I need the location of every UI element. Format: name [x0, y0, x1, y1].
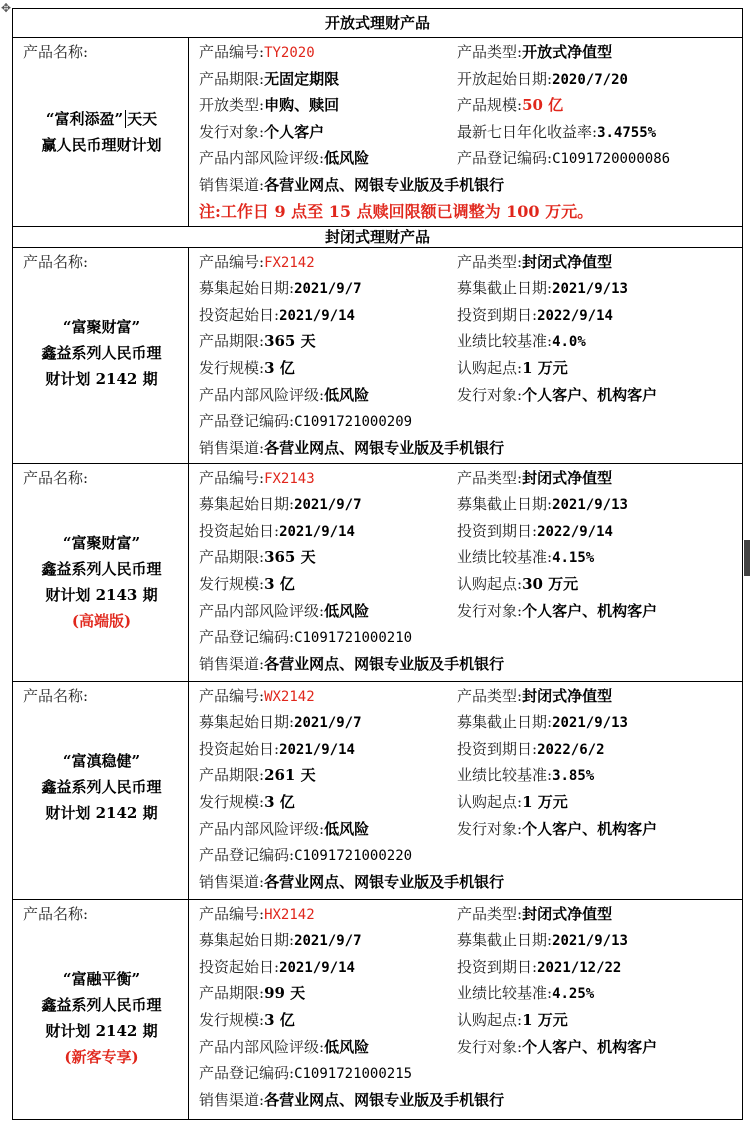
raise-start-date: 2021/9/7 [294, 281, 362, 298]
product-details-cell [189, 899, 743, 1119]
field-label: 开放起始日期: [457, 69, 553, 88]
field-label: 产品登记编码: [199, 1064, 295, 1083]
product-code: FX2143 [264, 470, 315, 487]
invest-start-date: 2021/9/14 [279, 741, 355, 758]
field-label: 产品编号: [199, 468, 265, 487]
registration-code: C1091721000220 [294, 848, 413, 865]
issue-target: 个人客户、机构客户 [522, 819, 658, 838]
performance-benchmark: 3.85% [552, 768, 595, 785]
field-label: 产品期限: [199, 984, 265, 1003]
product-name-cell [13, 247, 189, 463]
product-name [23, 314, 188, 392]
open-section-title: 开放式理财产品 [13, 9, 743, 38]
product-name-label: 产品名称: [23, 43, 89, 61]
raise-end-date: 2021/9/13 [552, 715, 628, 732]
invest-start-date: 2021/9/14 [279, 307, 355, 324]
sales-channel: 各营业网点、网银专业版及手机银行 [264, 438, 505, 457]
open-start-date: 2020/7/20 [552, 71, 628, 88]
product-code: HX2142 [264, 906, 315, 923]
product-name-line: “富融平衡” [62, 969, 141, 988]
invest-end-date: 2022/9/14 [537, 523, 613, 540]
field-label: 认购起点: [457, 574, 523, 593]
product-name-line: 鑫益系列人民币理 [41, 343, 162, 362]
product-name-label: 产品名称: [23, 468, 89, 487]
field-label: 投资起始日: [199, 305, 280, 324]
field-label: 产品内部风险评级: [199, 819, 325, 838]
raise-end-date: 2021/9/13 [552, 281, 628, 298]
closed-section-header [13, 226, 743, 247]
risk-rating: 低风险 [324, 149, 370, 168]
open-type: 申购、赎回 [264, 96, 340, 115]
redemption-note: 注:工作日 9 点至 15 点赎回限额已调整为 100 万元。 [199, 201, 594, 221]
field-label: 产品类型: [457, 904, 523, 923]
field-label: 募集截止日期: [457, 931, 553, 950]
product-term: 365 天 [264, 332, 316, 351]
field-label: 认购起点: [457, 792, 523, 811]
product-name [23, 530, 188, 634]
field-label: 产品登记编码: [199, 412, 295, 431]
product-name-line: 赢人民币理财计划 [41, 136, 162, 154]
field-label: 投资起始日: [199, 739, 280, 758]
product-name-part: 天天 [127, 110, 158, 128]
field-label: 发行规模: [199, 1010, 265, 1029]
risk-rating: 低风险 [324, 1037, 370, 1056]
product-name-cell [13, 899, 189, 1119]
closed-product-row [13, 681, 743, 899]
invest-start-date: 2021/9/14 [279, 523, 355, 540]
field-label: 募集截止日期: [457, 279, 553, 298]
raise-end-date: 2021/9/13 [552, 933, 628, 950]
field-label: 业绩比较基准: [457, 332, 553, 351]
table-move-handle-icon[interactable]: ✥ [1, 1, 12, 15]
closed-product-row [13, 899, 743, 1119]
registration-code: C1091721000215 [294, 1066, 413, 1083]
field-label: 募集起始日期: [199, 279, 295, 298]
field-label: 产品类型: [457, 468, 523, 487]
issue-scale: 3 亿 [264, 358, 295, 377]
issue-scale: 3 亿 [264, 792, 295, 811]
field-label: 发行规模: [199, 574, 265, 593]
field-label: 产品期限: [199, 548, 265, 567]
field-label: 认购起点: [457, 1010, 523, 1029]
product-term: 无固定期限 [264, 69, 340, 88]
performance-benchmark: 4.15% [552, 550, 595, 567]
product-name-line: 财计划 2143 期 [45, 585, 158, 604]
field-label: 业绩比较基准: [457, 984, 553, 1003]
sales-channel: 各营业网点、网银专业版及手机银行 [264, 1090, 505, 1109]
field-label: 销售渠道: [199, 438, 265, 457]
product-name-cell [13, 38, 189, 227]
field-label: 投资到期日: [457, 305, 538, 324]
product-name-label: 产品名称: [23, 686, 89, 705]
invest-end-date: 2022/9/14 [537, 307, 613, 324]
sales-channel: 各营业网点、网银专业版及手机银行 [264, 175, 505, 194]
issue-target: 个人客户 [264, 122, 325, 141]
product-name-line: “富滇稳健” [62, 751, 141, 770]
field-label: 产品编号: [199, 686, 265, 705]
invest-start-date: 2021/9/14 [279, 959, 355, 976]
issue-target: 个人客户、机构客户 [522, 1037, 658, 1056]
product-tag: (高端版) [71, 611, 132, 630]
product-type: 封闭式净值型 [522, 904, 613, 923]
field-label: 发行对象: [457, 601, 523, 620]
field-label: 发行规模: [199, 358, 265, 377]
registration-code: C1091720000086 [552, 151, 671, 168]
minimum-subscription: 1 万元 [522, 792, 568, 811]
product-tag: (新客专享) [64, 1047, 139, 1066]
product-name [23, 748, 188, 826]
product-scale: 50 亿 [522, 96, 564, 115]
product-name-line: “富聚财富” [62, 533, 141, 552]
field-label: 产品编号: [199, 904, 265, 923]
field-label: 业绩比较基准: [457, 548, 553, 567]
product-name-line: 财计划 2142 期 [45, 803, 158, 822]
wealth-products-table [12, 8, 743, 1120]
product-code: TY2020 [264, 45, 315, 61]
sales-channel: 各营业网点、网银专业版及手机银行 [264, 654, 505, 673]
issue-target: 个人客户、机构客户 [522, 601, 658, 620]
field-label: 产品内部风险评级: [199, 601, 325, 620]
field-label: 产品登记编码: [199, 628, 295, 647]
raise-start-date: 2021/9/7 [294, 497, 362, 514]
product-name-line: 财计划 2142 期 [45, 1021, 158, 1040]
raise-start-date: 2021/9/7 [294, 715, 362, 732]
product-details-cell [189, 247, 743, 463]
field-label: 产品编号: [199, 43, 265, 61]
field-label: 发行规模: [199, 792, 265, 811]
open-product-row [13, 38, 743, 227]
sales-channel: 各营业网点、网银专业版及手机银行 [264, 872, 505, 891]
field-label: 产品登记编码: [457, 149, 553, 168]
risk-rating: 低风险 [324, 385, 370, 404]
product-details-cell [189, 38, 743, 227]
raise-end-date: 2021/9/13 [552, 497, 628, 514]
registration-code: C1091721000209 [294, 414, 413, 431]
field-label: 发行对象: [457, 819, 523, 838]
product-details-cell [189, 681, 743, 899]
product-name-part: “富利添盈” [45, 110, 124, 128]
field-label: 产品类型: [457, 43, 523, 61]
performance-benchmark: 4.25% [552, 986, 595, 1003]
product-code: FX2142 [264, 254, 315, 271]
field-label: 发行对象: [199, 122, 265, 141]
field-label: 募集截止日期: [457, 713, 553, 732]
field-label: 最新七日年化收益率: [457, 122, 598, 141]
field-label: 产品类型: [457, 252, 523, 271]
field-label: 募集截止日期: [457, 495, 553, 514]
product-term: 365 天 [264, 548, 316, 567]
risk-rating: 低风险 [324, 819, 370, 838]
minimum-subscription: 30 万元 [522, 574, 579, 593]
seven-day-yield: 3.4755% [597, 124, 657, 141]
field-label: 产品编号: [199, 252, 265, 271]
registration-code: C1091721000210 [294, 630, 413, 647]
product-name-label: 产品名称: [23, 252, 89, 271]
minimum-subscription: 1 万元 [522, 358, 568, 377]
field-label: 发行对象: [457, 1037, 523, 1056]
field-label: 产品期限: [199, 766, 265, 785]
performance-benchmark: 4.0% [552, 334, 586, 351]
field-label: 投资到期日: [457, 521, 538, 540]
scroll-marker [744, 540, 750, 576]
field-label: 产品期限: [199, 332, 265, 351]
invest-end-date: 2022/6/2 [537, 741, 605, 758]
field-label: 产品内部风险评级: [199, 385, 325, 404]
product-type: 封闭式净值型 [522, 468, 613, 487]
product-term: 261 天 [264, 766, 316, 785]
field-label: 投资起始日: [199, 521, 280, 540]
field-label: 募集起始日期: [199, 931, 295, 950]
product-details-cell [189, 463, 743, 681]
product-type: 封闭式净值型 [522, 686, 613, 705]
issue-scale: 3 亿 [264, 1010, 295, 1029]
field-label: 发行对象: [457, 385, 523, 404]
closed-section-title: 封闭式理财产品 [13, 226, 743, 247]
product-name [23, 106, 188, 158]
field-label: 销售渠道: [199, 654, 265, 673]
field-label: 产品内部风险评级: [199, 1037, 325, 1056]
issue-target: 个人客户、机构客户 [522, 385, 658, 404]
field-label: 业绩比较基准: [457, 766, 553, 785]
product-name-line: 财计划 2142 期 [45, 369, 158, 388]
field-label: 产品内部风险评级: [199, 149, 325, 168]
product-name-line: 鑫益系列人民币理 [41, 559, 162, 578]
product-name-label: 产品名称: [23, 904, 89, 923]
issue-scale: 3 亿 [264, 574, 295, 593]
product-name [23, 966, 188, 1070]
field-label: 募集起始日期: [199, 713, 295, 732]
field-label: 销售渠道: [199, 175, 265, 194]
open-section-header [13, 9, 743, 38]
field-label: 募集起始日期: [199, 495, 295, 514]
product-type: 封闭式净值型 [522, 252, 613, 271]
product-name-cell [13, 463, 189, 681]
field-label: 销售渠道: [199, 872, 265, 891]
field-label: 投资到期日: [457, 739, 538, 758]
product-code: WX2142 [264, 688, 315, 705]
raise-start-date: 2021/9/7 [294, 933, 362, 950]
invest-end-date: 2021/12/22 [537, 959, 622, 976]
risk-rating: 低风险 [324, 601, 370, 620]
field-label: 产品登记编码: [199, 846, 295, 865]
field-label: 产品类型: [457, 686, 523, 705]
product-type: 开放式净值型 [522, 43, 613, 61]
product-name-line: 鑫益系列人民币理 [41, 777, 162, 796]
minimum-subscription: 1 万元 [522, 1010, 568, 1029]
field-label: 产品期限: [199, 69, 265, 88]
field-label: 销售渠道: [199, 1090, 265, 1109]
product-name-cell [13, 681, 189, 899]
product-name-line: “富聚财富” [62, 317, 141, 336]
field-label: 开放类型: [199, 96, 265, 115]
product-term: 99 天 [264, 984, 306, 1003]
field-label: 产品规模: [457, 96, 523, 115]
closed-product-row [13, 247, 743, 463]
field-label: 认购起点: [457, 358, 523, 377]
product-name-line: 鑫益系列人民币理 [41, 995, 162, 1014]
closed-product-row [13, 463, 743, 681]
field-label: 投资起始日: [199, 957, 280, 976]
field-label: 投资到期日: [457, 957, 538, 976]
